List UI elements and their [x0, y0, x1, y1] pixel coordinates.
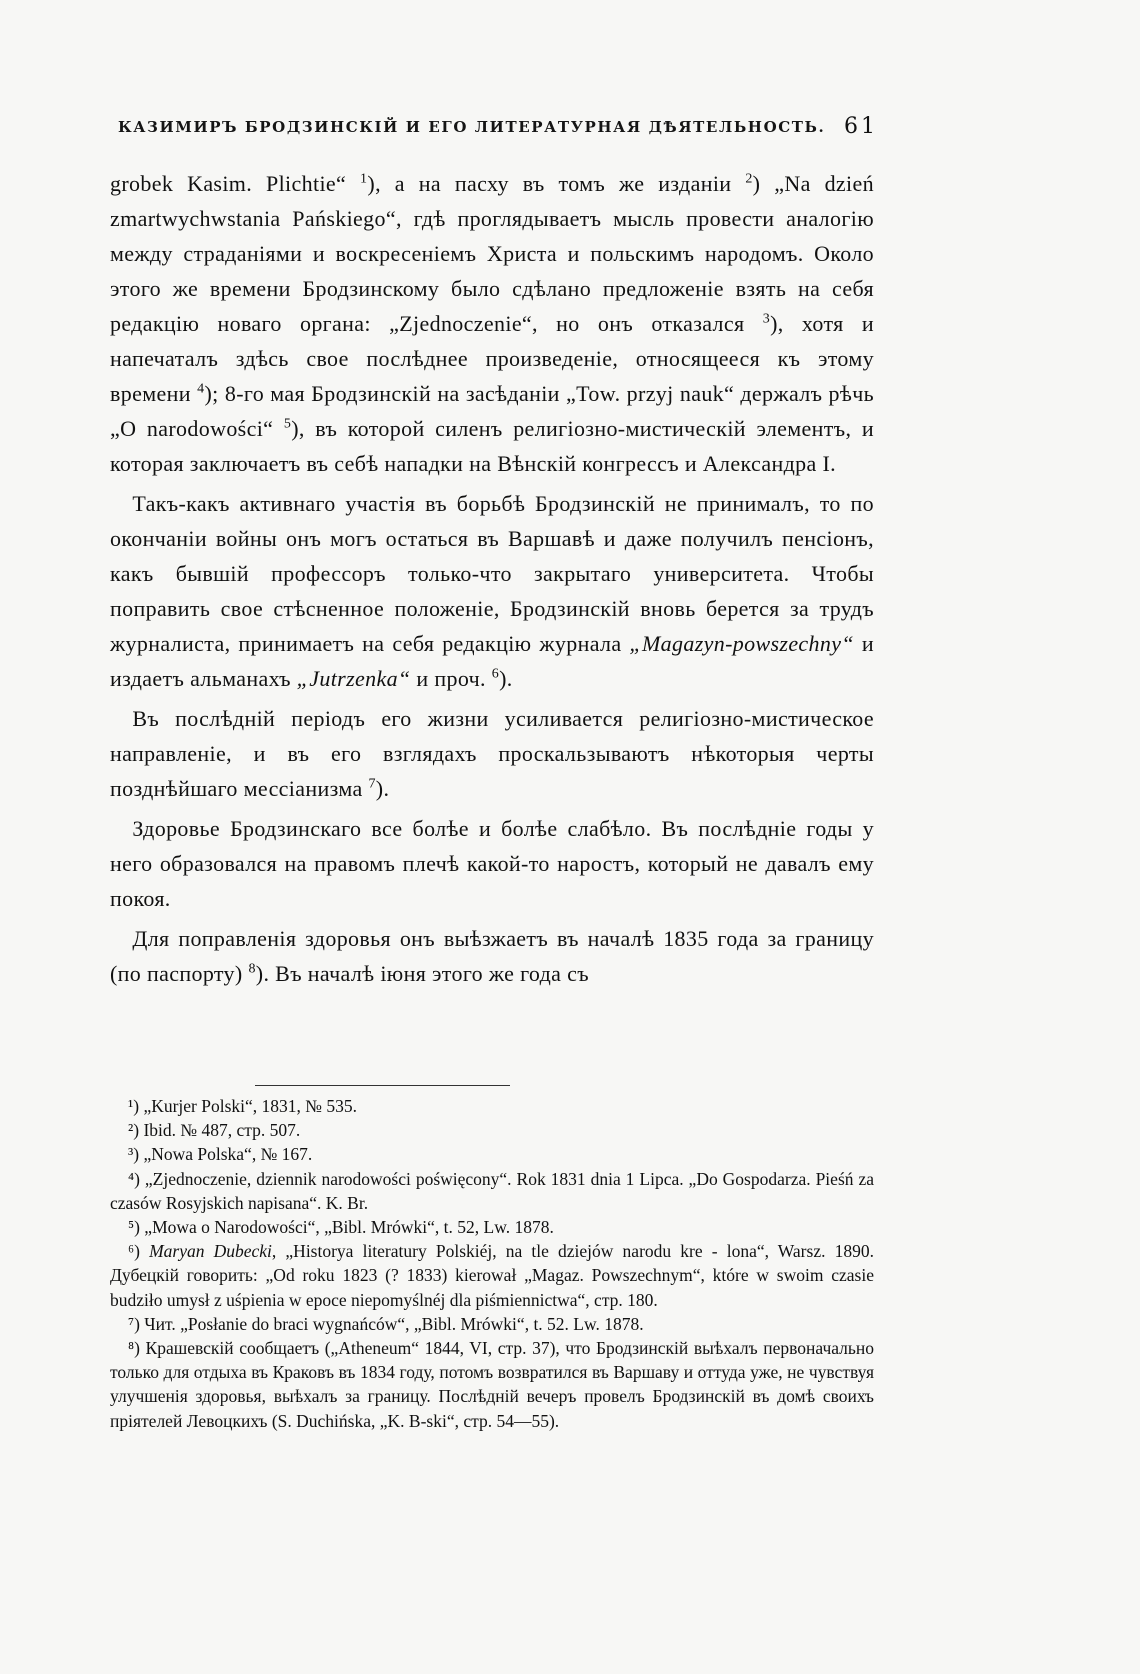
footnote-4: ⁴) „Zjednoczenie, dziennik narodowości poświęcony“. Rok 1831 dnia 1 Lipca. „Do Gospodarza. Pieśń za czasów Rosyjskich napisana“. K. Br. [110, 1168, 874, 1213]
footnote-6 [110, 1239, 874, 1312]
footnote-marker: ⁶) [128, 1241, 150, 1262]
footnote-8: ⁸) Крашевскій сообщаетъ („Atheneum“ 1844, VI, стр. 37), что Бродзинскій выѣхалъ первоначально только для отдыха въ Краковъ въ 1834 году, потомъ возвратился въ Варшаву и оттуда уже, не чувствуя улучшенія здоровья, выѣхалъ за границу. Послѣдній вечеръ провелъ Бродзинскій въ домѣ своихъ пріятелей Левоцкихъ (S. Duchińska, „K. B-ski“, стр. 54—55). [110, 1338, 874, 1431]
footnote-2: ²) Ibid. № 487, стр. 507. [128, 1120, 301, 1141]
text-run: ), а на пасху въ томъ же изданіи [367, 171, 746, 196]
text-run: ). Въ началѣ іюня этого же года съ [255, 961, 589, 986]
text-run: , „Historya literatury Polskiéj, na tle dziejów narodu kre - lona“, Warsz. 1890. Дубецкій говорить: „Od roku 1823 (? 1833) kierował „Magaz. Powszechnym“, które w swoim czasie budziło umysł z uśpienia w epoce niepomyślnéj dla piśmiennictwa“, стр. 180. [110, 1241, 874, 1310]
paragraph-3 [110, 701, 874, 806]
footnotes [110, 1094, 874, 1433]
text-run: ), хотя и напечаталъ здѣсь свое послѣднее произведеніе, относящееся къ этому времени [110, 311, 874, 406]
page-number: 61 [844, 114, 878, 139]
author-name: Maryan Dubecki [149, 1241, 272, 1262]
text-run: Въ послѣдній періодъ его жизни усиливается религіозно-мистическое направленіе, и въ его взглядахъ проскальзываютъ нѣкоторыя черты позднѣйшаго мессіанизма [110, 706, 874, 801]
footnote-ref-4: 4 [197, 381, 205, 397]
text-run: ); 8-го мая Бродзинскій на засѣданіи „Tow. przyj nauk“ держалъ рѣчь „O narodowości“ [110, 381, 875, 441]
text-run: и издаетъ альманахъ [110, 631, 874, 691]
footnote-ref-8: 8 [248, 961, 256, 977]
text-run: grobek Kasim. Plichtie“ [110, 171, 361, 196]
main-text [110, 166, 874, 991]
footnote-ref-5: 5 [283, 416, 292, 432]
paragraph-4 [110, 811, 874, 916]
text-run: Для поправленія здоровья онъ выѣзжаетъ въ началѣ 1835 года за границу (по паспорту) [110, 926, 874, 986]
footnote-3: ³) „Nowa Polska“, № 167. [128, 1144, 313, 1165]
footnote-ref-1: 1 [360, 171, 368, 187]
text-run: Такъ-какъ активнаго участія въ борьбѣ Бродзинскій не принималъ, то по окончаніи войны онъ могъ остаться въ Варшавѣ и даже получилъ пенсіонъ, какъ бывшій профессоръ только-что закрытаго университета. Чтобы поправить свое стѣсненное положеніе, Бродзинскій вновь берется за трудъ журналиста, принимаетъ на себя редакцію журнала [110, 491, 874, 656]
text-run: ). [499, 666, 513, 691]
footnote-ref-6: 6 [491, 666, 500, 682]
footnote-ref-2: 2 [745, 171, 753, 187]
almanac-title: „Jutrzenka“ [296, 666, 411, 691]
footnote-ref-3: 3 [762, 311, 771, 327]
footnote-separator [255, 1085, 510, 1086]
text-run: ). [375, 776, 390, 801]
paragraph-5 [110, 921, 874, 991]
footnote-7: ⁷) Чит. „Posłanie do braci wygnańców“, „Bibl. Mrówki“, t. 52. Lw. 1878. [128, 1313, 644, 1334]
paragraph-1 [110, 166, 874, 481]
page-header [118, 114, 878, 144]
text-run: ) „Na dzień zmartwychwstania Pańskiego“, гдѣ проглядываетъ мысль провести аналогію между страданіями и воскресеніемъ Христа и польскимъ народомъ. Около этого же времени Бродзинскому было сдѣлано предложеніе взять на себя редакцію новаго органа: „Zjednoczenie“, но онъ отказался [110, 171, 874, 336]
footnote-ref-7: 7 [368, 776, 376, 792]
text-run: ), въ которой силенъ религіозно-мистическій элементъ, и которая заключаетъ въ себѣ нападки на Вѣнскій конгрессъ и Александра I. [110, 416, 875, 476]
text-run: и проч. [410, 666, 492, 691]
footnote-5: ⁵) „Mowa o Narodowości“, „Bibl. Mrówki“, t. 52, Lw. 1878. [128, 1217, 554, 1238]
journal-title: „Magazyn-powszechny“ [629, 631, 854, 656]
running-title: КАЗИМИРЪ БРОДЗИНСКІЙ И ЕГО ЛИТЕРАТУРНАЯ ДѢЯТЕЛЬНОСТЬ. [118, 118, 826, 136]
footnote-1: ¹) „Kurjer Polski“, 1831, № 535. [128, 1096, 357, 1116]
paragraph-2 [110, 486, 874, 696]
text-run: Здоровье Бродзинскаго все болѣе и болѣе слабѣло. Въ послѣдніе годы у него образовался на правомъ плечѣ какой-то наростъ, который не давалъ ему покоя. [110, 816, 874, 911]
